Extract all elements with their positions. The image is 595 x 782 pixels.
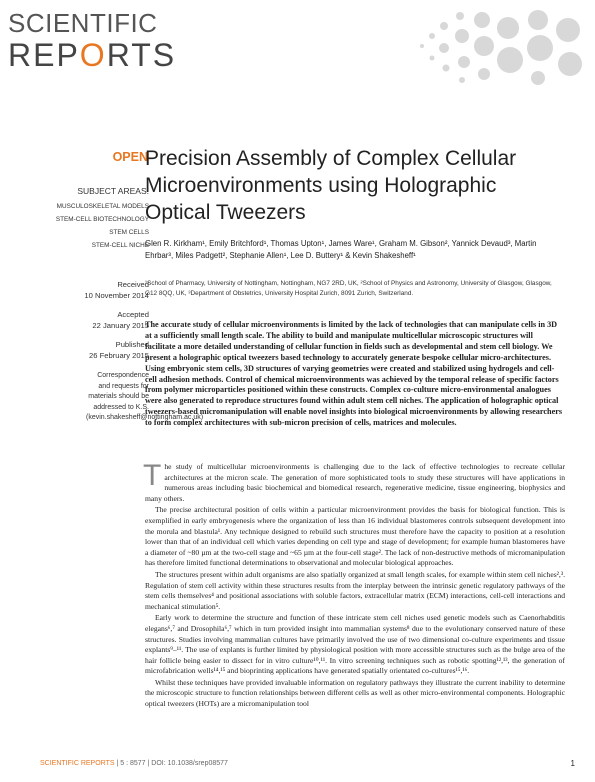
accepted-label: Accepted <box>117 310 149 319</box>
author-list: Glen R. Kirkham¹, Emily Britchford¹, Thomas Upton¹, James Ware¹, Graham M. Gibson², Yannick Devaud³, Martin Ehrbar³, Miles Padgett², Stephanie Allen¹, Lee D. Buttery¹ & Kevin Shakesheff¹ <box>145 239 537 260</box>
journal-logo <box>8 8 177 80</box>
body-paragraph: Whilst these techniques have provided invaluable information on regulatory pathways they illustrate the current inability to determine the microscopic structure to function relationships between different cells as well as other micro-environmental components. Holographic optical tweezers (HOTs) are a micromanipulation tool <box>145 677 565 709</box>
body-paragraph: The precise architectural position of cells within a particular microenvironment provides the basis for biological function. This is exemplified in early embryogenesis where the organization of less than 16 individual blastomeres controls subsequent development into the morula and blastula¹. Any technique designed to rebuild such structures must therefore have the capacity to position at a resolution lower than that of an individual cell which varies depending on cell type and stage of development; for example human blastomeres have a diameter of ~80 µm at the two-cell stage and ~65 µm at the four-cell stage². The lack of non-destructive methods of micromanipulation has therefore limited functional determinations to observational and molecular biological approaches. <box>145 505 565 568</box>
received-date: 10 November 2014 <box>84 291 149 300</box>
page-number: 1 <box>570 759 575 768</box>
abstract: The accurate study of cellular microenvironments is limited by the lack of technologies that can manipulate cells in 3D at a sufficiently small length scale. The ability to build and manipulate multicellular microscopic structures will facilitate a more detailed understanding of cellular function in fields such as developmental and stem cell biology. We present a holographic optical tweezers based technology to accurately generate bespoke cellular micro-architectures. Using embryonic stem cells, 3D structures of varying geometries were created and stabilized using hydrogels and cell-cell adhesion methods. Control of chemical microenvironments was achieved by the temporal release of specific factors from polymer microparticles positioned within these constructs. Complex co-culture micro-environmental analogues were also generated to reproduce structures found within adult stem cell niches. The application of holographic optical tweezers-based micromanipulation will enable novel insights into biological microenvironments by allowing researchers to form complex architectures with sub-micron precision of cells, matrices and molecules. <box>145 320 563 428</box>
logo-part-2: RTS <box>106 37 177 73</box>
article-body <box>143 459 566 711</box>
correspondence-note: Correspondence and requests for materials should be addressed to K.S. (kevin.shakesheff@nottingham.ac.uk) <box>86 372 204 421</box>
page-footer <box>40 760 575 767</box>
logo-line-2 <box>8 37 177 73</box>
published-label: Published <box>115 340 149 349</box>
logo-part-1: REP <box>8 37 80 73</box>
body-paragraph: Early work to determine the structure and function of these intricate stem cell niches used genetic models such as Caenorhabditis elegans⁶,⁷ and Drosophila⁶,⁷ which in turn provided insight into mammalian systems⁸ due to the evolutionary conserved nature of these structures. Studies involving mammalian cultures have primarily involved the use of two dimensional co-culture experiments and tissue explants⁹–¹¹. The use of explants is further limited by physiological position with more accessible structures such as the bulge area of the hair follicle being easier to dissect for in vitro culture¹⁰,¹¹. In vitro screening techniques such as robotic spotting¹²,¹³, the generation of microfabrication wells¹⁴,¹⁵ and bioprinting applications have generated spatially orientated co-cultures¹⁵,¹⁶. <box>145 613 565 676</box>
drop-cap: T <box>143 459 162 492</box>
article-title: Precision Assembly of Complex Cellular Microenvironments using Holographic Optical Tweezers <box>145 147 517 224</box>
subject-area-link[interactable]: STEM-CELL BIOTECHNOLOGY <box>55 216 149 223</box>
decorative-circles-graphic <box>410 6 585 86</box>
affiliations: ¹School of Pharmacy, University of Nottingham, Nottingham, NG7 2RD, UK, ²School of Physics and Astronomy, University of Glasgow, Glasgow, G12 8QQ, UK, ³Department of Obstetrics, University Hospital Zurich, 8091 Zurich, Switzerland. <box>145 280 552 297</box>
article-sidebar <box>8 186 204 424</box>
subject-area-link[interactable]: MUSCULOSKELETAL MODELS <box>56 203 149 210</box>
footer-citation: | 5 : 8577 | DOI: 10.1038/srep08577 <box>114 760 228 767</box>
received-label: Received <box>117 280 149 289</box>
published-date: 26 February 2015 <box>89 351 149 360</box>
subject-area-link[interactable]: STEM-CELL NICHE <box>91 242 149 249</box>
body-paragraph <box>143 459 565 504</box>
subject-areas-heading: SUBJECT AREAS: <box>77 186 149 196</box>
paragraph-text: he study of multicellular microenvironments is challenging due to the lack of effective technologies to recreate cellular architectures at the micron scale. The generation of more sophisticated tools to study these structures will have applications in numerous areas including basic biochemical and biomedical research, regenerative medicine, tissue engineering, biophysics and many others. <box>145 462 565 503</box>
logo-part-o: O <box>79 37 107 73</box>
open-access-label: OPEN <box>112 150 148 164</box>
subject-area-link[interactable]: STEM CELLS <box>109 229 149 236</box>
body-paragraph: The structures present within adult organisms are also spatially organized at small length scales, for example within stem cell niches²,³. Regulation of stem cell activity within these structures results from the interplay between the intrinsic genetic regulatory pathways of the stem cells themselves⁴ and positional associations with soluble factors, extracellular matrix (ECM) interactions, cell-cell interactions and mechanical stimulation⁵. <box>145 569 566 611</box>
footer-journal-name: SCIENTIFIC REPORTS <box>40 760 115 767</box>
accepted-date: 22 January 2015 <box>92 321 149 330</box>
logo-line-1: SCIENTIFIC <box>8 8 158 38</box>
